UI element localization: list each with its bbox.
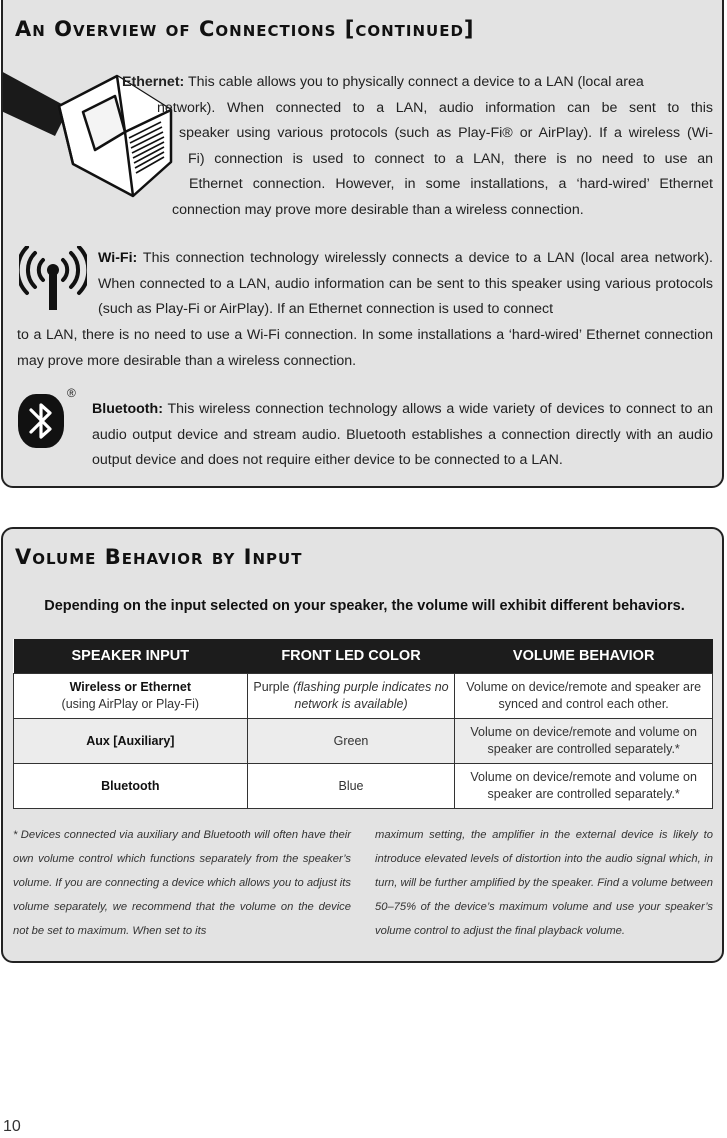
- wifi-paragraph-continued: to a LAN, there is no need to use a Wi-Fi connection. In some installations a ‘hard-wired’ Ethernet connection may prove more desirable than a wireless connection.: [17, 327, 713, 369]
- ethernet-line-2: network). When connected to a LAN, audio information can be sent to this: [157, 100, 713, 116]
- volume-title: Volume Behavior by Input: [15, 545, 303, 569]
- header-led-color: FRONT LED COLOR: [247, 639, 455, 674]
- table-header-row: [14, 639, 713, 674]
- registered-mark: ®: [67, 386, 76, 400]
- input-label: Aux [Auxiliary]: [86, 733, 175, 748]
- color-note: (flashing purple indicates no network is available): [292, 680, 449, 711]
- volume-intro: Depending on the input selected on your speaker, the volume will exhibit different behaviors.: [44, 598, 685, 614]
- wifi-icon: [19, 246, 87, 310]
- footnote-right: maximum setting, the amplifier in the external device is likely to introduce elevated levels of distortion into the audio signal which, in turn, will be further amplified by the speaker. Find a volume between 50–75% of the device’s maximum volume and use your speaker’s volume control to adjust the final playback volume.: [375, 829, 713, 937]
- ethernet-line-5: Ethernet connection. However, in some installations, a ‘hard-wired’ Ethernet: [189, 176, 713, 192]
- connections-panel: [1, 0, 724, 488]
- cell-color: Blue: [247, 764, 455, 809]
- cell-behavior: Volume on device/remote and volume on speaker are controlled separately.*: [455, 764, 713, 809]
- cell-input: [14, 719, 248, 764]
- input-label: Bluetooth: [101, 778, 160, 793]
- color-label: Purple: [253, 680, 290, 694]
- cell-color: [247, 674, 455, 719]
- bluetooth-icon: [17, 393, 65, 449]
- volume-table: [13, 639, 713, 809]
- table-row: [14, 674, 713, 719]
- cell-input: [14, 674, 248, 719]
- ethernet-line-4: Fi) connection is used to connect to a LAN, there is no need to use an: [188, 151, 713, 167]
- cell-input: [14, 764, 248, 809]
- cell-behavior: Volume on device/remote and volume on speaker are controlled separately.*: [455, 719, 713, 764]
- ethernet-line-6: connection may prove more desirable than a wireless connection.: [172, 202, 584, 218]
- connections-title: An Overview of Connections [continued]: [15, 17, 475, 41]
- footnote-left: * Devices connected via auxiliary and Bluetooth will often have their own volume control which functions separately from the speaker’s volume. If you are connecting a device which allows you to adjust its volume separately, we recommend that the volume on the device not be set to maximum. When set to its: [13, 829, 351, 937]
- page-number: 10: [3, 1118, 21, 1135]
- bluetooth-paragraph: Bluetooth: This wireless connection technology allows a wide variety of devices to connect to an audio output device and stream audio. Bluetooth establishes a connection directly with an audio output device and does not require either device to be connected to a LAN.: [92, 401, 713, 468]
- wifi-paragraph: Wi-Fi: This connection technology wirelessly connects a device to a LAN (local area network). When connected to a LAN, audio information can be sent to this speaker using various protocols (such as Play-Fi or AirPlay). If an Ethernet connection is used to connect: [98, 250, 713, 317]
- ethernet-line-1: Ethernet: This cable allows you to physically connect a device to a LAN (local area: [122, 74, 644, 90]
- table-row: [14, 764, 713, 809]
- table-row: [14, 719, 713, 764]
- ethernet-line-3: speaker using various protocols (such as Play-Fi® or AirPlay). If a wireless (Wi-: [179, 125, 713, 141]
- input-label: Wireless or Ethernet: [69, 680, 192, 694]
- cell-behavior: Volume on device/remote and speaker are synced and control each other.: [455, 674, 713, 719]
- input-sublabel: (using AirPlay or Play-Fi): [61, 697, 200, 711]
- header-volume-behavior: VOLUME BEHAVIOR: [455, 639, 713, 674]
- cell-color: Green: [247, 719, 455, 764]
- volume-panel: [1, 527, 724, 963]
- header-speaker-input: SPEAKER INPUT: [14, 639, 248, 674]
